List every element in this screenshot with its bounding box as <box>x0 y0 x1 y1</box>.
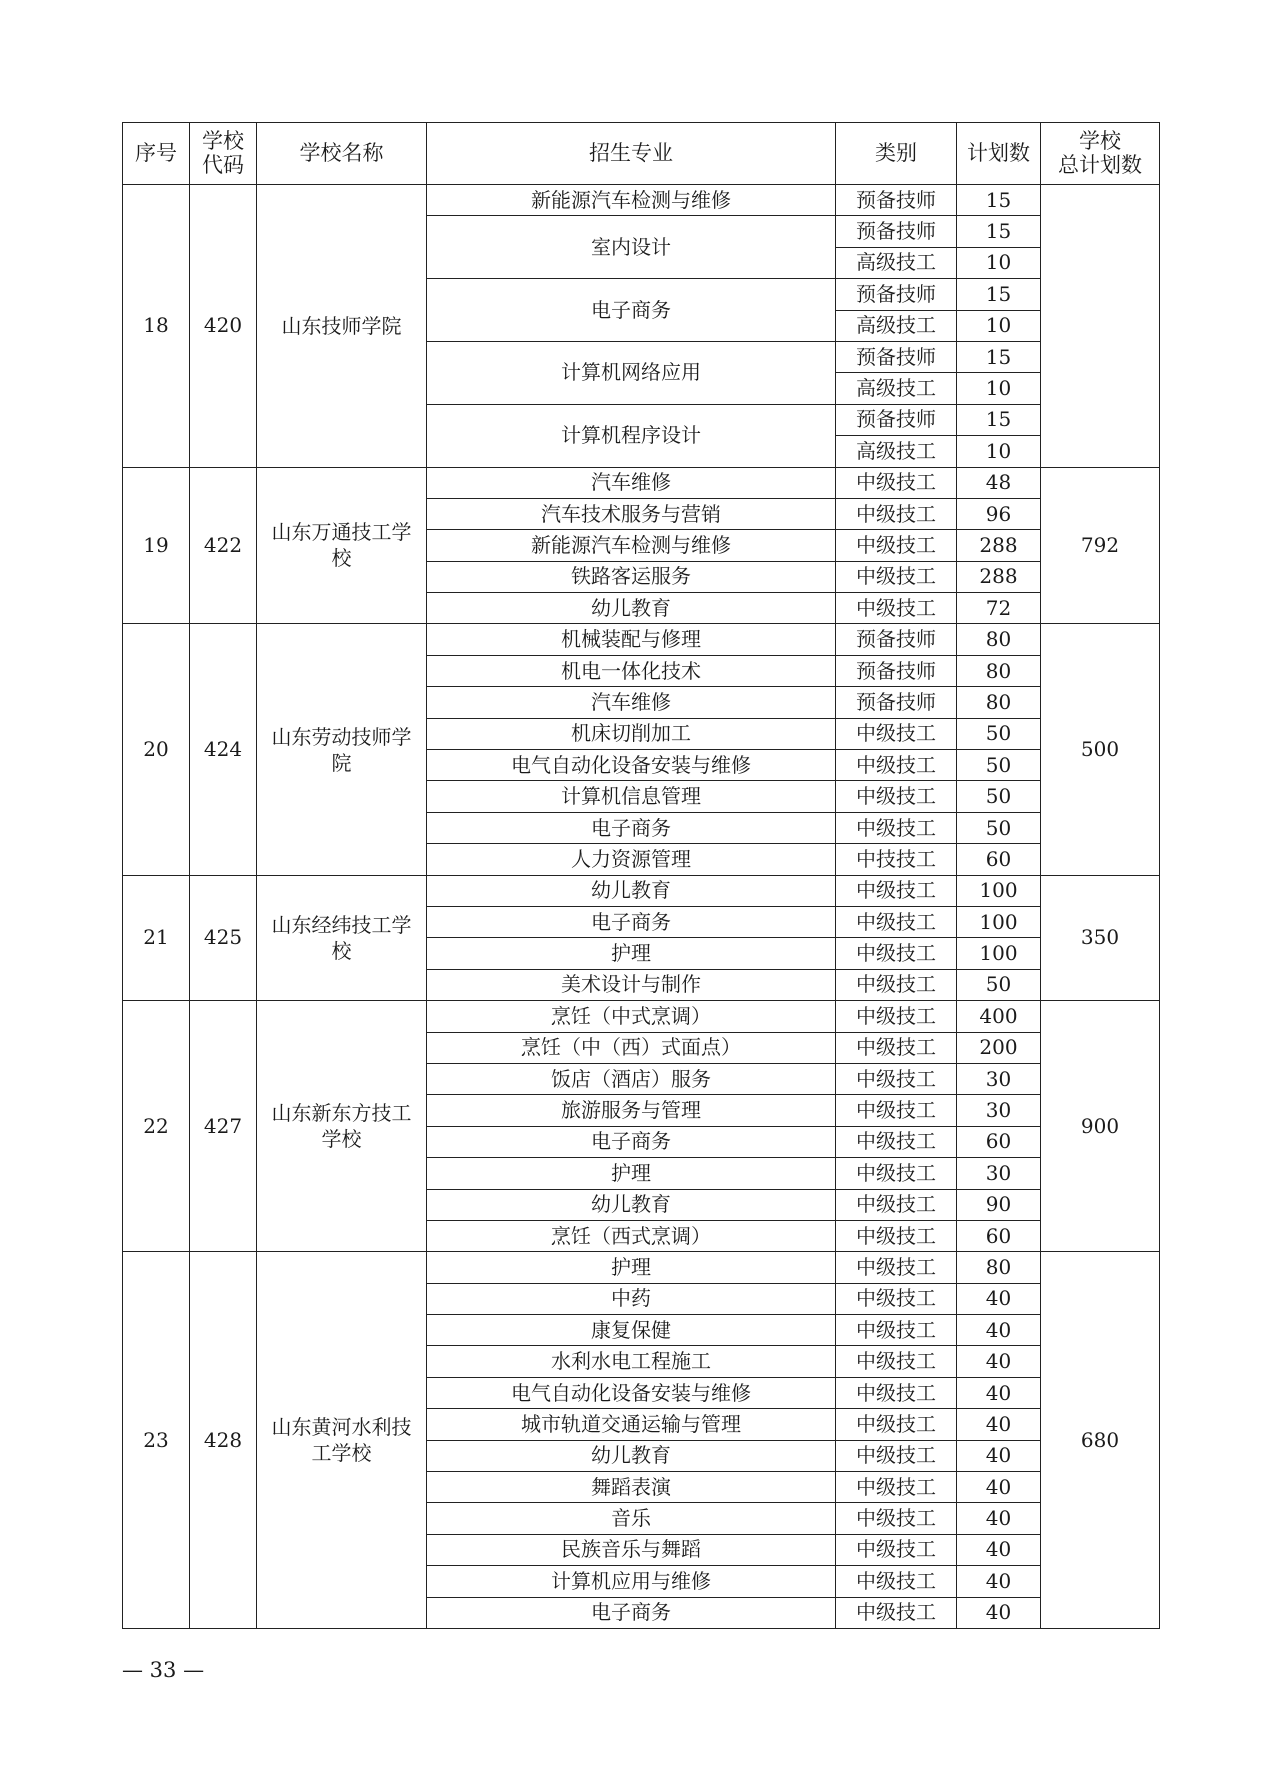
category: 预备技师 <box>836 655 957 686</box>
major-name: 铁路客运服务 <box>427 561 836 592</box>
major-name: 城市轨道交通运输与管理 <box>427 1409 836 1440</box>
plan-count: 100 <box>957 906 1041 937</box>
major-name: 电子商务 <box>427 1597 836 1628</box>
plan-count: 40 <box>957 1503 1041 1534</box>
major-name: 音乐 <box>427 1503 836 1534</box>
table-header-row <box>123 123 1160 185</box>
plan-count: 15 <box>957 216 1041 247</box>
major-name: 计算机程序设计 <box>427 404 836 467</box>
category: 中级技工 <box>836 812 957 843</box>
plan-count: 90 <box>957 1189 1041 1220</box>
school-seq: 23 <box>123 1252 190 1629</box>
major-name: 民族音乐与舞蹈 <box>427 1534 836 1565</box>
major-name: 电气自动化设备安装与维修 <box>427 1377 836 1408</box>
category: 中级技工 <box>836 1283 957 1314</box>
plan-count: 10 <box>957 373 1041 404</box>
school-seq: 21 <box>123 875 190 1001</box>
school-total-plan: 900 <box>1041 1001 1160 1252</box>
category: 中级技工 <box>836 1189 957 1220</box>
category: 中级技工 <box>836 530 957 561</box>
header-school-name: 学校名称 <box>257 123 427 185</box>
category: 中级技工 <box>836 1095 957 1126</box>
school-seq: 18 <box>123 185 190 468</box>
major-name: 汽车技术服务与营销 <box>427 498 836 529</box>
plan-count: 40 <box>957 1566 1041 1597</box>
plan-count: 15 <box>957 404 1041 435</box>
table-row <box>123 875 1160 906</box>
table-row <box>123 624 1160 655</box>
plan-count: 50 <box>957 812 1041 843</box>
header-total-line1: 学校 <box>1079 129 1121 154</box>
plan-count: 96 <box>957 498 1041 529</box>
major-name: 美术设计与制作 <box>427 969 836 1000</box>
plan-count: 288 <box>957 561 1041 592</box>
school-code: 428 <box>190 1252 257 1629</box>
plan-count: 50 <box>957 781 1041 812</box>
major-name: 电子商务 <box>427 906 836 937</box>
category: 预备技师 <box>836 687 957 718</box>
major-name: 新能源汽车检测与维修 <box>427 530 836 561</box>
major-name: 电子商务 <box>427 812 836 843</box>
major-name: 计算机应用与维修 <box>427 1566 836 1597</box>
plan-count: 30 <box>957 1095 1041 1126</box>
table-row <box>123 185 1160 216</box>
table-row <box>123 1001 1160 1032</box>
plan-count: 40 <box>957 1315 1041 1346</box>
major-name: 电气自动化设备安装与维修 <box>427 750 836 781</box>
table-row <box>123 1252 1160 1283</box>
plan-count: 15 <box>957 185 1041 216</box>
plan-count: 40 <box>957 1377 1041 1408</box>
major-name: 幼儿教育 <box>427 593 836 624</box>
school-seq: 22 <box>123 1001 190 1252</box>
category: 中级技工 <box>836 906 957 937</box>
plan-count: 60 <box>957 1220 1041 1251</box>
school-name: 山东经纬技工学校 <box>257 875 427 1001</box>
plan-count: 80 <box>957 687 1041 718</box>
plan-count: 100 <box>957 875 1041 906</box>
header-total-line2: 总计划数 <box>1058 152 1142 177</box>
school-name: 山东新东方技工学校 <box>257 1001 427 1252</box>
category: 中级技工 <box>836 498 957 529</box>
category: 中级技工 <box>836 1597 957 1628</box>
major-name: 烹饪（西式烹调） <box>427 1220 836 1251</box>
plan-count: 100 <box>957 938 1041 969</box>
plan-count: 40 <box>957 1440 1041 1471</box>
major-name: 机床切削加工 <box>427 718 836 749</box>
plan-count: 40 <box>957 1534 1041 1565</box>
category: 中级技工 <box>836 1063 957 1094</box>
school-total-plan: 680 <box>1041 1252 1160 1629</box>
school-code: 427 <box>190 1001 257 1252</box>
plan-count: 15 <box>957 341 1041 372</box>
plan-count: 80 <box>957 655 1041 686</box>
category: 高级技工 <box>836 247 957 278</box>
school-code: 422 <box>190 467 257 624</box>
category: 预备技师 <box>836 279 957 310</box>
plan-count: 80 <box>957 624 1041 655</box>
plan-count: 400 <box>957 1001 1041 1032</box>
table-row <box>123 467 1160 498</box>
category: 中级技工 <box>836 1472 957 1503</box>
plan-count: 30 <box>957 1158 1041 1189</box>
major-name: 机械装配与修理 <box>427 624 836 655</box>
category: 中级技工 <box>836 938 957 969</box>
major-name: 汽车维修 <box>427 687 836 718</box>
plan-count: 10 <box>957 247 1041 278</box>
plan-count: 10 <box>957 310 1041 341</box>
header-code-line1: 学校 <box>202 129 244 154</box>
category: 中级技工 <box>836 1220 957 1251</box>
category: 中级技工 <box>836 718 957 749</box>
school-name: 山东黄河水利技工学校 <box>257 1252 427 1629</box>
major-name: 计算机网络应用 <box>427 341 836 404</box>
major-name: 旅游服务与管理 <box>427 1095 836 1126</box>
major-name: 中药 <box>427 1283 836 1314</box>
major-name: 烹饪（中（西）式面点） <box>427 1032 836 1063</box>
category: 中级技工 <box>836 1440 957 1471</box>
major-name: 幼儿教育 <box>427 875 836 906</box>
category: 中级技工 <box>836 781 957 812</box>
header-school-total <box>1041 123 1160 185</box>
category: 中级技工 <box>836 1503 957 1534</box>
category: 高级技工 <box>836 310 957 341</box>
school-name: 山东劳动技师学院 <box>257 624 427 875</box>
major-name: 舞蹈表演 <box>427 1472 836 1503</box>
major-name: 幼儿教育 <box>427 1440 836 1471</box>
school-name: 山东万通技工学校 <box>257 467 427 624</box>
major-name: 电子商务 <box>427 279 836 342</box>
major-name: 汽车维修 <box>427 467 836 498</box>
school-total-plan: 500 <box>1041 624 1160 875</box>
major-name: 护理 <box>427 938 836 969</box>
plan-count: 15 <box>957 279 1041 310</box>
plan-count: 40 <box>957 1409 1041 1440</box>
category: 中技技工 <box>836 844 957 875</box>
school-total-plan <box>1041 185 1160 468</box>
category: 预备技师 <box>836 624 957 655</box>
header-plan: 计划数 <box>957 123 1041 185</box>
category: 中级技工 <box>836 1315 957 1346</box>
plan-count: 40 <box>957 1597 1041 1628</box>
header-category: 类别 <box>836 123 957 185</box>
header-major: 招生专业 <box>427 123 836 185</box>
category: 中级技工 <box>836 875 957 906</box>
page-number: — 33 — <box>122 1658 205 1682</box>
category: 中级技工 <box>836 467 957 498</box>
plan-count: 40 <box>957 1346 1041 1377</box>
major-name: 护理 <box>427 1252 836 1283</box>
major-name: 水利水电工程施工 <box>427 1346 836 1377</box>
school-total-plan: 792 <box>1041 467 1160 624</box>
plan-count: 48 <box>957 467 1041 498</box>
category: 预备技师 <box>836 404 957 435</box>
category: 中级技工 <box>836 1032 957 1063</box>
header-school-code <box>190 123 257 185</box>
category: 高级技工 <box>836 373 957 404</box>
category: 高级技工 <box>836 436 957 467</box>
category: 中级技工 <box>836 593 957 624</box>
plan-count: 10 <box>957 436 1041 467</box>
plan-count: 80 <box>957 1252 1041 1283</box>
category: 中级技工 <box>836 1566 957 1597</box>
category: 中级技工 <box>836 1409 957 1440</box>
major-name: 烹饪（中式烹调） <box>427 1001 836 1032</box>
major-name: 护理 <box>427 1158 836 1189</box>
enrollment-plan-table <box>122 122 1160 1629</box>
school-code: 424 <box>190 624 257 875</box>
plan-count: 200 <box>957 1032 1041 1063</box>
major-name: 饭店（酒店）服务 <box>427 1063 836 1094</box>
major-name: 机电一体化技术 <box>427 655 836 686</box>
major-name: 新能源汽车检测与维修 <box>427 185 836 216</box>
major-name: 计算机信息管理 <box>427 781 836 812</box>
major-name: 幼儿教育 <box>427 1189 836 1220</box>
header-code-line2: 代码 <box>202 152 244 177</box>
plan-count: 40 <box>957 1472 1041 1503</box>
school-code: 420 <box>190 185 257 468</box>
category: 中级技工 <box>836 1252 957 1283</box>
major-name: 电子商务 <box>427 1126 836 1157</box>
category: 中级技工 <box>836 561 957 592</box>
plan-count: 50 <box>957 750 1041 781</box>
category: 中级技工 <box>836 1346 957 1377</box>
plan-count: 60 <box>957 1126 1041 1157</box>
category: 预备技师 <box>836 185 957 216</box>
category: 中级技工 <box>836 1126 957 1157</box>
plan-count: 50 <box>957 969 1041 1000</box>
header-seq: 序号 <box>123 123 190 185</box>
category: 预备技师 <box>836 216 957 247</box>
category: 中级技工 <box>836 1534 957 1565</box>
category: 中级技工 <box>836 969 957 1000</box>
table-body <box>123 185 1160 1629</box>
category: 中级技工 <box>836 750 957 781</box>
category: 中级技工 <box>836 1001 957 1032</box>
major-name: 室内设计 <box>427 216 836 279</box>
major-name: 康复保健 <box>427 1315 836 1346</box>
category: 中级技工 <box>836 1377 957 1408</box>
major-name: 人力资源管理 <box>427 844 836 875</box>
plan-count: 288 <box>957 530 1041 561</box>
plan-count: 60 <box>957 844 1041 875</box>
category: 中级技工 <box>836 1158 957 1189</box>
school-name: 山东技师学院 <box>257 185 427 468</box>
school-seq: 20 <box>123 624 190 875</box>
plan-count: 30 <box>957 1063 1041 1094</box>
school-seq: 19 <box>123 467 190 624</box>
category: 预备技师 <box>836 341 957 372</box>
plan-count: 40 <box>957 1283 1041 1314</box>
school-total-plan: 350 <box>1041 875 1160 1001</box>
plan-count: 50 <box>957 718 1041 749</box>
plan-count: 72 <box>957 593 1041 624</box>
school-code: 425 <box>190 875 257 1001</box>
